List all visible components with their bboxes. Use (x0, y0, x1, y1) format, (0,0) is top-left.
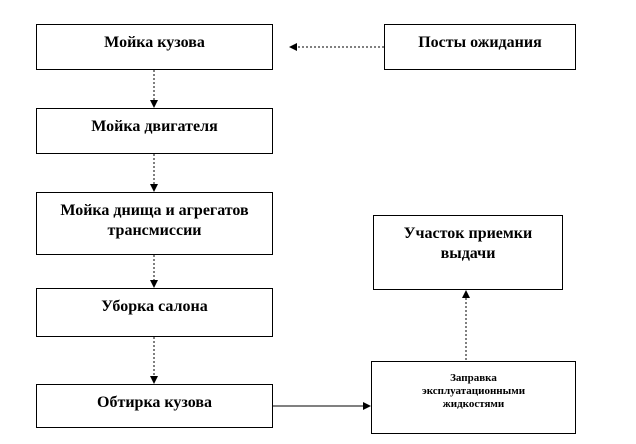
node-fluids-refill (371, 361, 576, 434)
node-interior-cleaning-label: Уборка салона (101, 298, 208, 315)
node-waiting-posts (384, 24, 576, 70)
node-body-wiping (36, 384, 273, 428)
node-engine-wash-label: Мойка двигателя (91, 118, 218, 135)
node-reception-area (373, 215, 563, 290)
node-body-wash (36, 24, 273, 70)
node-reception-area-label: Участок приемки выдачи (403, 225, 533, 262)
node-underbody-wash-label: Мойка днища и агрегатов трансмиссии (60, 202, 249, 239)
node-underbody-wash (36, 192, 273, 255)
node-fluids-refill-label: Заправка эксплуатационными жидкостями (421, 372, 526, 410)
node-interior-cleaning (36, 288, 273, 337)
node-body-wiping-label: Обтирка кузова (97, 394, 212, 411)
node-body-wash-label: Мойка кузова (104, 34, 205, 51)
node-waiting-posts-label: Посты ожидания (418, 34, 542, 51)
node-engine-wash (36, 108, 273, 154)
